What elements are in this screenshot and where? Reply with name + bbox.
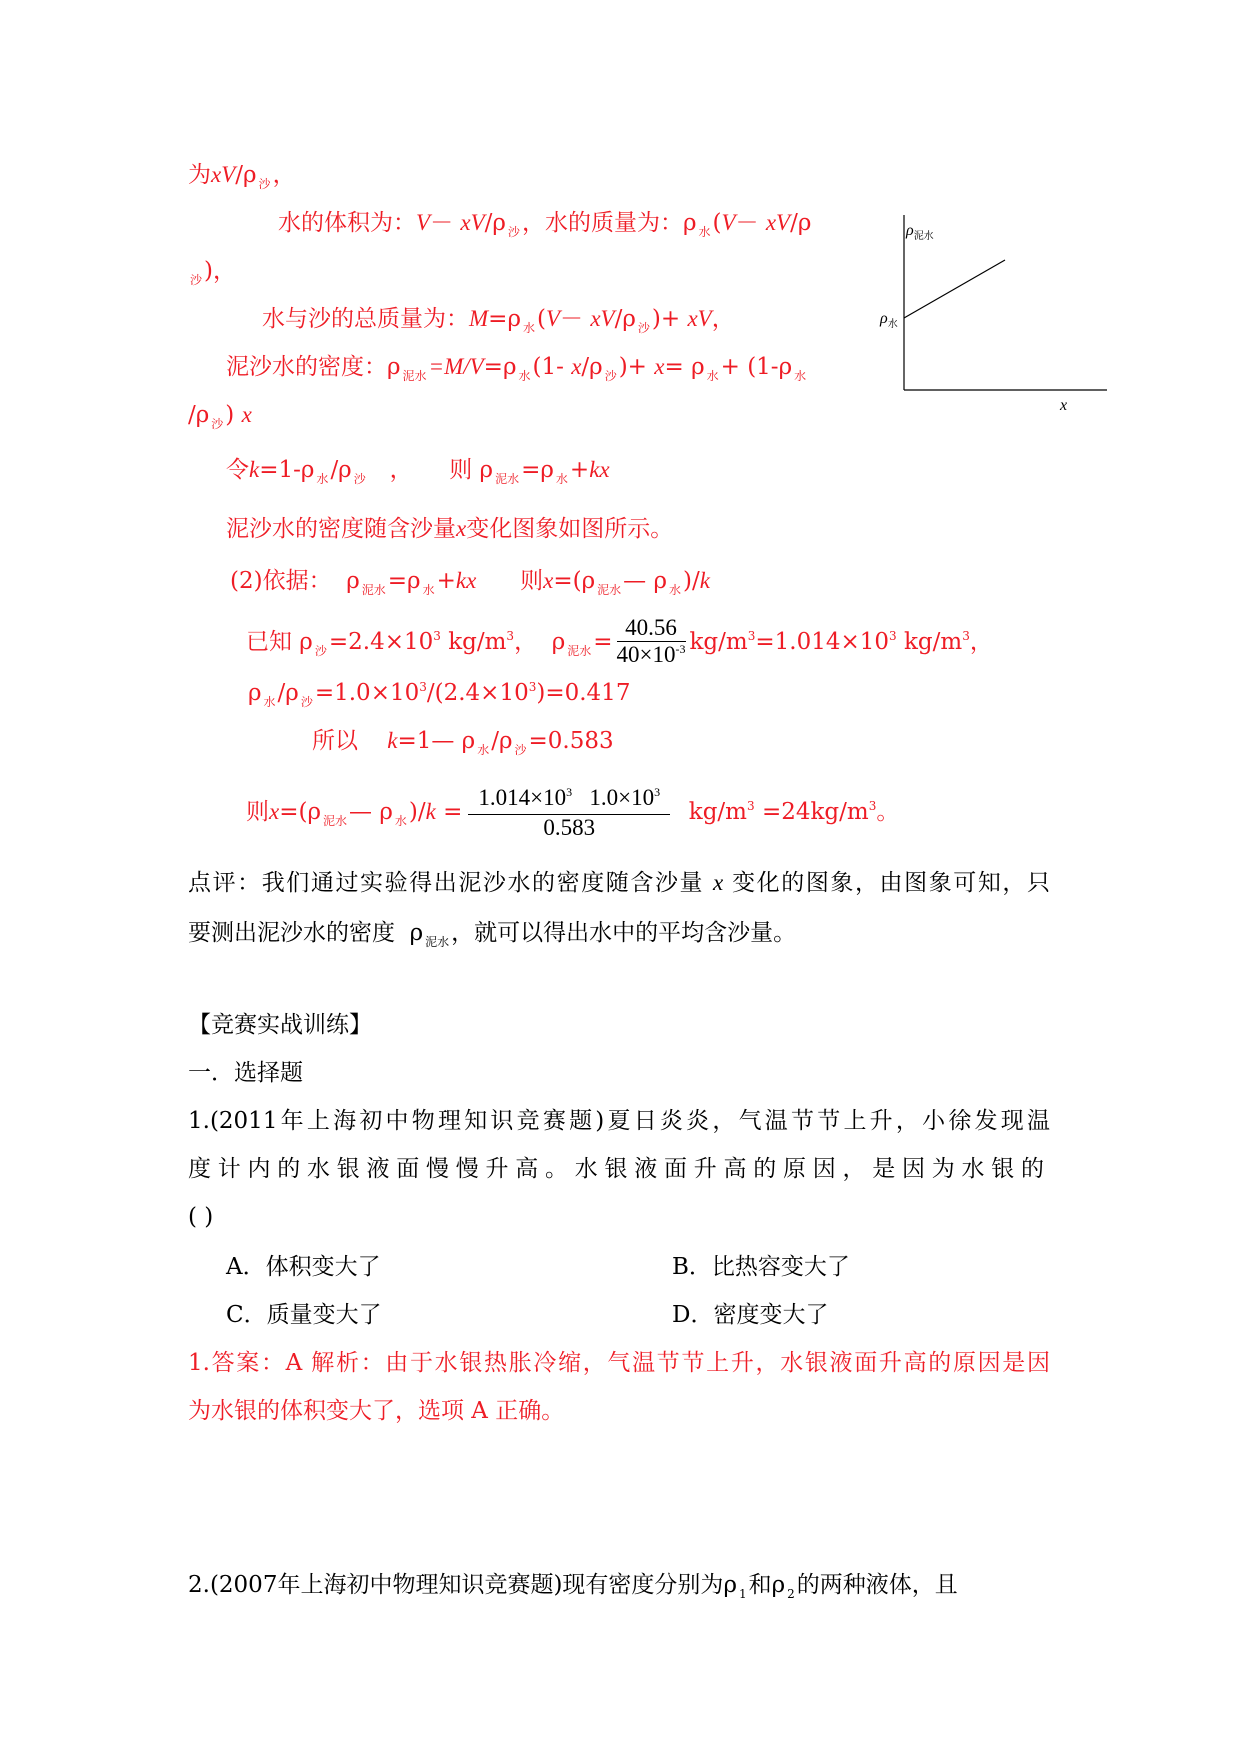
solution-line-7: 令k=1-ρ $_水$/ρ $_沙$ ， 则 ρ $_{泥水}$=ρ $_水$+kx bbox=[226, 457, 610, 486]
option-c: C．质量变大了 bbox=[226, 1302, 382, 1328]
solution-line-3: $_沙$)， bbox=[190, 258, 236, 287]
density-graph bbox=[872, 215, 1122, 415]
option-a: A．体积变大了 bbox=[226, 1254, 381, 1280]
comment-line-2: 要测出泥沙水的密度 ρ $_{泥水}$，就可以得出水中的平均含沙量。 bbox=[188, 920, 797, 949]
solution-line-9: (2)依据： ρ $_{泥水}$=ρ $_水$+kx 则x=(ρ $_{泥水}$— ρ $_水$)/k bbox=[230, 568, 710, 597]
option-d: D．密度变大了 bbox=[672, 1302, 829, 1328]
answer1-line-2: 为水银的体积变大了，选项 A 正确。 bbox=[188, 1398, 565, 1424]
result-fraction: $\frac{1.014\times 10^3 1.0\times 10^3}{0.583}$ bbox=[468, 785, 670, 841]
question2-line-1: 2.(2007年上海初中物理知识竞赛题)现有密度分别为ρ $_1$和ρ $_2$的两种液体，且 bbox=[188, 1572, 958, 1601]
question1-line-2: 度计内的水银液面慢慢升高。水银液面升高的原因，是因为水银的 bbox=[188, 1156, 1050, 1182]
solution-line-13: 则x=(ρ $_{泥水}$— ρ $_水$)/k = $\frac{1.014\times 10^3 1.0\times 10^3}{0.583}$ $kg/m^3 =24kg/m^3$。 bbox=[246, 785, 900, 840]
solution-line-4: 水与沙的总质量为：M=ρ $_水$(V－ xV/ρ $_沙$)+ xV， bbox=[262, 306, 735, 335]
answer1-line-1: 1.答案：A 解析：由于水银热胀冷缩，气温节节上升，水银液面升高的原因是因 bbox=[188, 1350, 1050, 1376]
density-line bbox=[904, 260, 1005, 318]
solution-line-12: 所以 k=1— ρ $_水$/ρ $_沙$=0.583 bbox=[312, 728, 614, 757]
question1-line-3: ( ) bbox=[188, 1204, 214, 1230]
x-axis-label: x bbox=[1060, 397, 1068, 414]
comment-line-1: 点评：我们通过实验得出泥沙水的密度随含沙量 x 变化的图象，由图象可知，只 bbox=[188, 870, 1051, 896]
section-subtitle: 一．选择题 bbox=[188, 1060, 303, 1086]
solution-line-8: 泥沙水的密度随含沙量x变化图象如图所示。 bbox=[226, 516, 674, 542]
solution-line-5: 泥沙水的密度：ρ $_{泥水}$=M/V=ρ $_水$(1- x/ρ $_沙$)+ x= ρ $_水$+ (1-ρ $_水$ bbox=[226, 354, 807, 383]
question1-line-1: 1.(2011年上海初中物理知识竞赛题)夏日炎炎，气温节节上升，小徐发现温 bbox=[188, 1108, 1050, 1134]
option-b: B．比热容变大了 bbox=[672, 1254, 850, 1280]
y-axis-label: $\rho_{泥水}$ bbox=[906, 222, 934, 242]
solution-line-1: 为xV/ρ $_沙$， bbox=[188, 162, 296, 191]
density-fraction: $\frac{40.56}{40\times 10^{-3}}$ bbox=[616, 615, 686, 667]
solution-line-2: 水的体积为：V－ xV/ρ $_沙$，水的质量为：ρ $_水$(V－ xV/ρ bbox=[278, 210, 812, 239]
solution-line-6: /ρ $_沙$) x bbox=[188, 402, 252, 431]
intercept-label: $\rho_水$ bbox=[880, 310, 898, 330]
solution-line-11: ρ $_水$/ρ $_沙=1.0\times 10^3/(2.4\times 10^3)=0.417$ bbox=[248, 680, 631, 709]
solution-line-10: 已知 ρ $_沙=2.4\times 10^3$ $kg/m^3$， ρ $_{泥水}$= $\frac{40.56}{40\times 10^{-3}}$ $kg/m^3=1.014\times 10^3$ $kg/m^3$， bbox=[246, 614, 993, 673]
section-title: 【竞赛实战训练】 bbox=[188, 1012, 372, 1038]
